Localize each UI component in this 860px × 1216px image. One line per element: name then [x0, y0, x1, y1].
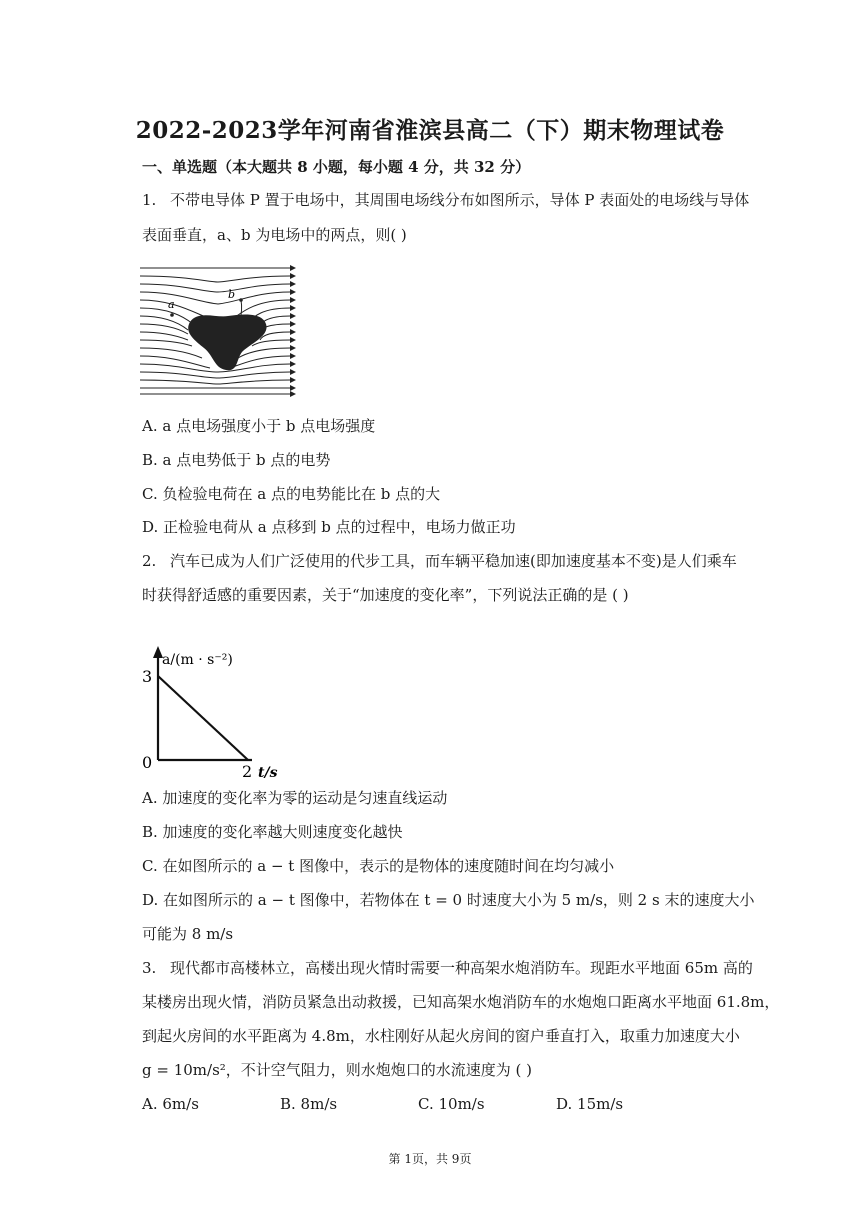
q2-option-d: D. 在如图所示的 a − t 图像中，若物体在 t = 0 时速度大小为 5 m/s，则 2 s 末的速度大小 [142, 891, 755, 909]
q1-option-c: C. 负检验电荷在 a 点的电势能比在 b 点的大 [142, 485, 441, 503]
q3-line2: 某楼房出现火情，消防员紧急出动救援，已知高架水炮消防车的水炮炮口距离水平地面 61.8m， [142, 993, 780, 1011]
q2-option-c: C. 在如图所示的 a − t 图像中，表示的是物体的速度随时间在均匀减小 [142, 857, 615, 875]
page-footer: 第 1页，共 9页 [388, 1152, 472, 1166]
q3-option-c: C. 10m/s [418, 1095, 485, 1113]
q2-option-d-cont: 可能为 8 m/s [142, 925, 234, 943]
q3-line1 [142, 958, 753, 978]
y-tick-3: 3 [142, 667, 153, 686]
q3-options [142, 1094, 623, 1114]
q1-option-d: D. 正检验电荷从 a 点移到 b 点的过程中，电场力做正功 [142, 518, 516, 536]
acceleration-time-graph [140, 640, 290, 780]
q2-number: 2. [142, 552, 157, 570]
q2-option-a: A. 加速度的变化率为零的运动是匀速直线运动 [142, 789, 448, 807]
y-axis-label: a/(m · s⁻²) [162, 652, 233, 668]
q3-text-1: 现代都市高楼林立，高楼出现火情时需要一种高架水炮消防车。现距水平地面 65m 高的 [170, 959, 753, 977]
q1-option-b: B. a 点电势低于 b 点的电势 [142, 451, 331, 469]
q2-line1 [142, 551, 737, 571]
x-tick-2: 2 [242, 762, 253, 780]
q3-option-a: A. 6m/s [142, 1095, 199, 1113]
x-axis-label: t/s [258, 765, 278, 780]
q3-option-b: B. 8m/s [280, 1095, 338, 1113]
q3-line3: 到起火房间的水平距离为 4.8m，水柱刚好从起火房间的窗户垂直打入，取重力加速度大小 [142, 1027, 740, 1045]
origin-label: 0 [142, 753, 153, 772]
conductor-p [188, 314, 266, 370]
section-heading: 一、单选题（本大题共 8 小题，每小题 4 分，共 32 分） [142, 158, 531, 176]
q2-option-b: B. 加速度的变化率越大则速度变化越快 [142, 823, 403, 841]
q1-text-1: 不带电导体 P 置于电场中，其周围电场线分布如图所示，导体 P 表面处的电场线与导体 [170, 191, 750, 209]
q2-line2: 时获得舒适感的重要因素，关于“加速度的变化率”，下列说法正确的是 ( ) [142, 586, 629, 604]
q3-number: 3. [142, 959, 157, 977]
q1-line2: 表面垂直，a、b 为电场中的两点，则( ) [142, 226, 407, 244]
q1-line1 [142, 190, 749, 210]
point-b-label: b [228, 288, 236, 301]
q1-number: 1. [142, 191, 157, 209]
exam-title: 2022-2023学年河南省淮滨县高二（下）期末物理试卷 [135, 117, 725, 144]
q3-line4: g = 10m/s²，不计空气阻力，则水炮炮口的水流速度为 ( ) [142, 1061, 533, 1079]
q1-option-a: A. a 点电场强度小于 b 点电场强度 [142, 417, 376, 435]
point-a-label: a [168, 298, 175, 311]
electric-field-figure [138, 260, 296, 400]
q2-text-1: 汽车已成为人们广泛使用的代步工具，而车辆平稳加速(即加速度基本不变)是人们乘车 [170, 552, 737, 570]
q3-option-d: D. 15m/s [556, 1095, 624, 1113]
